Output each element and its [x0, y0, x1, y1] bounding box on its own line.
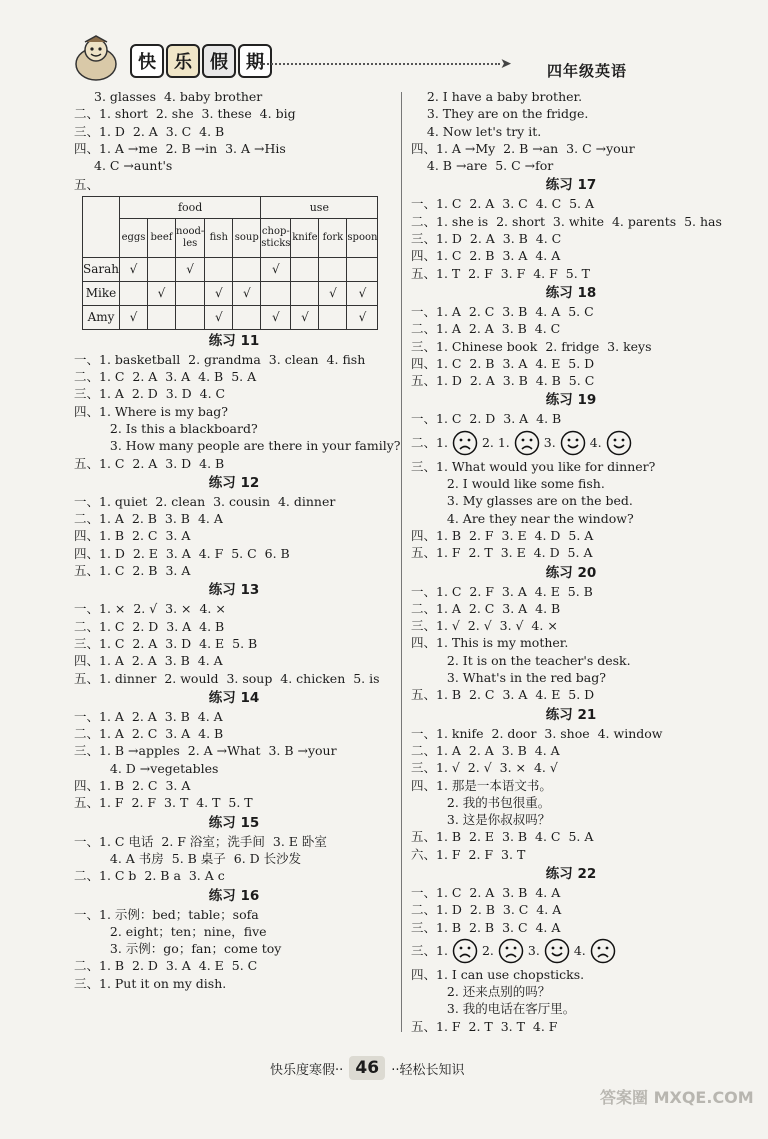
sad-face-icon: [514, 430, 540, 456]
answer-line: 一、1. 示例：bed；table；sofa: [74, 906, 259, 922]
empty-cell: [261, 281, 291, 305]
answer-line: 4. D →vegetables: [94, 760, 219, 776]
answer-line: 五、1. T 2. F 3. F 4. F 5. T: [411, 265, 590, 281]
answer-line: 3. glasses 4. baby brother: [94, 89, 263, 104]
answer-line: 3. 示例：go；fan；come toy: [94, 941, 282, 957]
food-use-table: [82, 196, 378, 330]
title-char: 期: [238, 44, 272, 78]
table-column-header: chop- sticks: [261, 218, 291, 257]
answer-line: 六、1. F 2. F 3. T: [411, 846, 526, 862]
answer-line: 一、1. × 2. √ 3. × 4. ×: [74, 601, 226, 617]
exercise-heading: 练习 11: [208, 332, 260, 349]
answer-line: 五、1. C 2. B 3. A: [74, 563, 191, 579]
answer-line: 2. I have a baby brother.: [411, 89, 583, 104]
check-mark-cell: √: [120, 305, 148, 329]
answer-line: 4. Are they near the window?: [431, 510, 634, 526]
check-mark-cell: √: [233, 281, 261, 305]
exercise-heading: 练习 16: [208, 887, 260, 904]
exercise-heading: 练习 17: [545, 177, 597, 194]
answer-line: 一、1. C 电话 2. F 浴室；洗手间 3. E 卧室: [74, 833, 327, 849]
answer-line: 2. 我的书包很重。: [431, 794, 551, 810]
answer-line: 二、1. C 2. D 3. A 4. B: [74, 618, 225, 634]
answer-line: 3. How many people are there in your family?: [94, 438, 401, 454]
answer-line: 三、1. Chinese book 2. fridge 3. keys: [411, 338, 652, 354]
answer-line: 一、1. C 2. F 3. A 4. E 5. B: [411, 583, 593, 599]
face-answer-row: [411, 428, 731, 458]
page-number: 46: [349, 1056, 385, 1080]
empty-cell: [233, 305, 261, 329]
answer-line: 二、1. B 2. D 3. A 4. E 5. C: [74, 958, 258, 974]
exercise-heading: 练习 12: [208, 474, 260, 491]
section-label: 五、: [74, 177, 100, 193]
answer-line: 4. B →are 5. C →for: [411, 158, 554, 174]
answer-line: 二、1. C b 2. B a 3. A c: [74, 868, 225, 884]
check-mark-cell: √: [347, 281, 378, 305]
right-column: [411, 88, 731, 1035]
sad-face-icon: [590, 938, 616, 964]
answer-line: 五、1. F 2. T 3. T 4. F: [411, 1018, 558, 1034]
check-mark-cell: √: [261, 305, 291, 329]
empty-cell: [291, 281, 319, 305]
face-number-label: 4.: [573, 942, 586, 958]
empty-cell: [347, 257, 378, 281]
check-mark-cell: √: [347, 305, 378, 329]
empty-cell: [205, 257, 233, 281]
table-row-name: Sarah: [83, 257, 120, 281]
answer-line: 五、1. dinner 2. would 3. soup 4. chicken 5. is: [74, 670, 380, 686]
answer-line: 五、1. F 2. T 3. E 4. D 5. A: [411, 545, 593, 561]
answer-line: 三、1. D 2. A 3. B 4. C: [411, 231, 562, 247]
face-number-label: 3.: [527, 942, 540, 958]
column-divider: [401, 92, 402, 1032]
grade-label: 四年级英语: [547, 62, 628, 80]
page-footer: [270, 1053, 570, 1083]
answer-line: 三、1. D 2. A 3. C 4. B: [74, 123, 225, 139]
check-mark-cell: √: [291, 305, 319, 329]
empty-cell: [176, 281, 205, 305]
answer-line: 五、1. B 2. E 3. B 4. C 5. A: [411, 829, 594, 845]
answer-line: 三、1. What would you like for dinner?: [411, 458, 656, 474]
answer-line: 五、1. B 2. C 3. A 4. E 5. D: [411, 687, 595, 703]
answer-line: 2. 还来点别的吗？: [431, 984, 551, 1000]
table-column-header: knife: [291, 218, 319, 257]
answer-line: 2. eight；ten；nine，five: [94, 923, 267, 939]
header-dotted-line: [260, 63, 500, 65]
table-row: [83, 305, 378, 329]
check-mark-cell: √: [261, 257, 291, 281]
answer-line: 二、1. short 2. she 3. these 4. big: [74, 106, 296, 122]
sad-face-icon: [452, 430, 478, 456]
exercise-heading: 练习 19: [545, 392, 597, 409]
table-row: [83, 281, 378, 305]
exercise-heading: 练习 15: [208, 814, 260, 831]
answer-line: 3. 这是你叔叔吗？: [431, 812, 551, 828]
answer-line: 一、1. C 2. A 3. B 4. A: [411, 884, 561, 900]
face-number-label: 4.: [589, 434, 602, 450]
answer-line: 三、1. B 2. B 3. C 4. A: [411, 919, 561, 935]
table-column-header: beef: [148, 218, 176, 257]
answer-line: 二、1. A 2. C 3. A 4. B: [411, 600, 561, 616]
right-sections: [411, 176, 731, 1035]
answer-line: 一、1. C 2. D 3. A 4. B: [411, 411, 562, 427]
title-char: 快: [130, 44, 164, 78]
title-char: 乐: [166, 44, 200, 78]
check-mark-cell: √: [120, 257, 148, 281]
answer-line: 五、1. D 2. A 3. B 4. B 5. C: [411, 373, 595, 389]
exercise-heading: 练习 14: [208, 689, 260, 706]
answer-line: 一、1. basketball 2. grandma 3. clean 4. fish: [74, 351, 366, 367]
answer-line: 三、1. √ 2. √ 3. × 4. √: [411, 760, 558, 776]
table-corner: [83, 196, 120, 257]
answer-line: 一、1. A 2. C 3. B 4. A 5. C: [411, 303, 594, 319]
answer-line: 四、1. D 2. E 3. A 4. F 5. C 6. B: [74, 545, 290, 561]
table-column-header: fish: [205, 218, 233, 257]
answer-line: 2. I would like some fish.: [431, 476, 605, 492]
happy-face-icon: [606, 430, 632, 456]
answer-line: 二、1. A 2. B 3. B 4. A: [74, 511, 223, 527]
face-number-label: 2. 1.: [481, 434, 510, 450]
answer-line: 二、1. D 2. B 3. C 4. A: [411, 902, 562, 918]
check-mark-cell: √: [148, 281, 176, 305]
table-group-food: food: [120, 196, 261, 218]
table-column-headers: [83, 218, 378, 257]
answer-line: 3. What's in the red bag?: [431, 670, 606, 686]
section-five: [74, 176, 394, 329]
check-mark-cell: √: [205, 305, 233, 329]
watermark: 答案圈 MXQE.COM: [600, 1088, 754, 1107]
answer-line: 三、1. B →apples 2. A →What 3. B →your: [74, 743, 337, 759]
table-column-header: eggs: [120, 218, 148, 257]
answer-line: 二、1. C 2. A 3. A 4. B 5. A: [74, 369, 257, 385]
empty-cell: [319, 305, 347, 329]
answer-line: 四、1. C 2. B 3. A 4. E 5. D: [411, 355, 595, 371]
table-column-header: fork: [319, 218, 347, 257]
answer-line: 4. C →aunt's: [94, 158, 173, 174]
table-row-name: Mike: [83, 281, 120, 305]
answer-line: 三、1. Put it on my dish.: [74, 975, 227, 991]
exercise-heading: 练习 20: [545, 564, 597, 581]
empty-cell: [233, 257, 261, 281]
answer-line: 一、1. quiet 2. clean 3. cousin 4. dinner: [74, 493, 336, 509]
arrow-right-icon: ➤: [500, 56, 512, 72]
face-row-prefix: 二、1.: [411, 434, 448, 450]
answer-line: 四、1. C 2. B 3. A 4. A: [411, 248, 561, 264]
table-group-use: use: [261, 196, 378, 218]
answer-line: 四、1. 那是一本语文书。: [411, 777, 552, 793]
answer-line: 四、1. B 2. C 3. A: [74, 528, 191, 544]
empty-cell: [319, 257, 347, 281]
table-row: [83, 257, 378, 281]
check-mark-cell: √: [176, 257, 205, 281]
answer-line: 2. Is this a blackboard?: [94, 420, 258, 436]
answer-line: 五、1. F 2. F 3. T 4. T 5. T: [74, 795, 253, 811]
face-number-label: 3.: [543, 434, 556, 450]
answer-line: 3. They are on the fridge.: [411, 106, 589, 122]
answer-line: 二、1. A 2. A 3. B 4. A: [411, 742, 560, 758]
footer-left-text: 快乐度寒假··: [270, 1062, 344, 1078]
mascot-icon: [68, 34, 124, 84]
answer-line: 一、1. A 2. A 3. B 4. A: [74, 708, 223, 724]
answer-line: 四、1. I can use chopsticks.: [411, 966, 585, 982]
answer-line: 3. My glasses are on the bed.: [431, 493, 633, 509]
exercise-heading: 练习 22: [545, 865, 597, 882]
footer-right-text: ··轻松长知识: [391, 1062, 465, 1078]
table-column-header: spoon: [347, 218, 378, 257]
answer-line: 二、1. A 2. A 3. B 4. C: [411, 321, 561, 337]
answer-line: 四、1. B 2. F 3. E 4. D 5. A: [411, 527, 594, 543]
answer-line: 2. It is on the teacher's desk.: [431, 652, 631, 668]
answer-line: 五、1. C 2. A 3. D 4. B: [74, 455, 225, 471]
happy-face-icon: [544, 938, 570, 964]
answer-line: 一、1. knife 2. door 3. shoe 4. window: [411, 725, 663, 741]
left-sections: [74, 332, 401, 992]
exercise-heading: 练习 18: [545, 284, 597, 301]
answer-line: 三、1. √ 2. √ 3. √ 4. ×: [411, 618, 558, 634]
answer-line: 4. Now let's try it.: [411, 123, 542, 139]
table-column-header: soup: [233, 218, 261, 257]
face-number-label: 2.: [481, 942, 494, 958]
answer-line: 二、1. she is 2. short 3. white 4. parents 5. has: [411, 213, 722, 229]
header-title: [130, 44, 272, 78]
answer-line: 四、1. A 2. A 3. B 4. A: [74, 653, 223, 669]
empty-cell: [176, 305, 205, 329]
table-column-header: nood- les: [176, 218, 205, 257]
page-header: [60, 30, 760, 90]
check-mark-cell: √: [205, 281, 233, 305]
empty-cell: [148, 257, 176, 281]
table-row-name: Amy: [83, 305, 120, 329]
answer-line: 四、1. Where is my bag?: [74, 403, 228, 419]
left-column: [74, 88, 401, 992]
answer-line: 三、1. A 2. D 3. D 4. C: [74, 386, 226, 402]
sad-face-icon: [498, 938, 524, 964]
answer-line: 四、1. This is my mother.: [411, 635, 569, 651]
empty-cell: [120, 281, 148, 305]
answer-line: 四、1. B 2. C 3. A: [74, 778, 191, 794]
answer-line: 四、1. A →me 2. B →in 3. A →His: [74, 140, 286, 156]
answer-line: 一、1. C 2. A 3. C 4. C 5. A: [411, 196, 595, 212]
answer-line: 3. 我的电话在客厅里。: [431, 1001, 576, 1017]
check-mark-cell: √: [319, 281, 347, 305]
exercise-heading: 练习 21: [545, 706, 597, 723]
title-char: 假: [202, 44, 236, 78]
face-row-prefix: 三、1.: [411, 942, 448, 958]
answer-line: 四、1. A →My 2. B →an 3. C →your: [411, 140, 635, 156]
empty-cell: [148, 305, 176, 329]
answer-line: 三、1. C 2. A 3. D 4. E 5. B: [74, 635, 258, 651]
answer-line: 4. A 书房 5. B 桌子 6. D 长沙发: [94, 850, 302, 866]
happy-face-icon: [560, 430, 586, 456]
sad-face-icon: [452, 938, 478, 964]
empty-cell: [291, 257, 319, 281]
face-answer-row: [411, 936, 731, 966]
answer-line: 二、1. A 2. C 3. A 4. B: [74, 726, 224, 742]
exercise-heading: 练习 13: [208, 582, 260, 599]
